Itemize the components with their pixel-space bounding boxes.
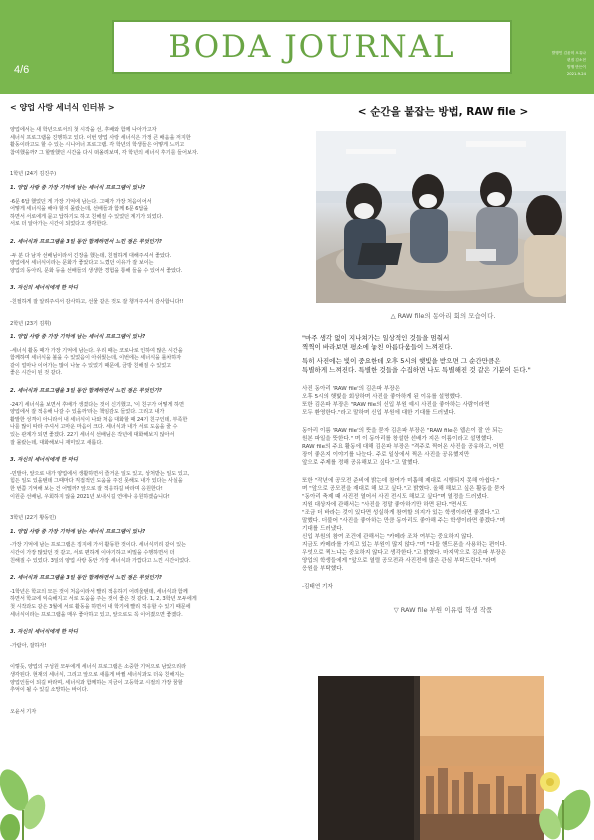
text-line: 특별하게 느껴진다. 특별한 것들을 수집하면 나도 특별해진 것 같은 기분이 든다."	[302, 366, 531, 374]
text-line: 이원준 선배님, 우회하지 않을 2021년 보내시길 연애나 응원하겠습니다!	[10, 493, 170, 500]
question: 1. 양업 사랑 중 가장 기억에 남는 세너식 프로그램이 있나?	[10, 184, 146, 191]
masthead-box	[112, 20, 512, 74]
text-line: 우엇으로 찍느냐는 중요하지 않다고 생각한다."고 밝혔다. 마지막으로 김은파 부장은	[302, 550, 507, 556]
sunset-city-photo	[318, 676, 544, 840]
text-line: 양업의 학생들에게 "앞으로 열렬 공모전과 사진전에 많은 관심 부탁드린다."라며	[302, 558, 497, 564]
grade1-header: 1학년 (24기 김진주)	[10, 171, 57, 178]
answer	[10, 348, 292, 378]
text-line: 생각된다. 현재의 세너식, 그리고 앞으로 새롭게 바뀔 세너식과도 더욱 친해지는	[10, 671, 185, 678]
interview-article	[10, 102, 292, 716]
leaf-decoration-left	[0, 750, 70, 840]
meta-line: 발행인 김윤미 오유나	[551, 51, 586, 55]
question: 2. 세너식과 프로그램을 3일 동안 함께하면서 느낀 점은 무엇인가?	[10, 575, 162, 582]
section-title: < 양업 사랑 세너식 인터뷰 >	[10, 103, 115, 112]
text-line: 장이 좋은지 이야기를 나눈다. 주로 일상에서 찍은 사진을 공유했지만	[302, 452, 470, 458]
raw-file-article	[302, 102, 584, 614]
text-line: 있는 관계가 되면 좋겠다. 22기 세너식 선배님은 작년에 대화해보지 않아서	[10, 432, 175, 439]
grade3-header: 3학년 (22기 황동민)	[10, 515, 57, 522]
text-line: 세너식이라는 프로그램을 매우 좋아하고 있고, 앞으로도 꼭 이어졌으면 좋겠다.	[10, 611, 183, 618]
text-line: -친절하게 잘 알려주셔서 감사하고, 선물 같은 것도 잘 챙겨주셔서 감사합니다!!	[10, 298, 184, 305]
text-line: 오후 5시의 햇빛을 회상하며 사진을 좋아하게 된 이유를 설명했다.	[302, 394, 463, 400]
question: 1. 양업 사랑 중 가장 기억에 남는 세너식 프로그램이 있나?	[10, 334, 146, 341]
text-line: 기대를 드러냈다.	[302, 526, 344, 532]
text-line: -세너식 활동 때가 가장 기억에 남는다. 우리 때는 코로나로 인하여 많은 시간을	[10, 347, 183, 354]
body-paragraph	[302, 427, 584, 467]
text-line: 잘 몰랐는데, 대화해보니 재미있고 새롭다.	[10, 439, 103, 446]
answer	[10, 402, 292, 448]
text-line: 신입 부원의 참여 조건에 관해서는 "카메라 조차 여부는 중요하지 않다.	[302, 534, 474, 540]
text-line: 추억이 될 수 있길 소망하는 바이다.	[10, 687, 89, 694]
text-line: 양업에서 잘 적응해 나갈 수 있을까'라는 책임감도 들었다. 그리고 내가	[10, 409, 165, 416]
answer	[10, 253, 292, 276]
article-title: < 순간을 붙잡는 방법, RAW file >	[357, 106, 529, 118]
intro-paragraph	[10, 127, 292, 157]
answer	[10, 199, 292, 229]
text-line: "조금 더 바라는 것이 있다면 성실하게 참여할 의지가 있는 학생이라면 좋겠다."고	[302, 510, 500, 516]
meta-line: 발행 만든이	[567, 65, 586, 69]
meta-line: 편집 김소현	[567, 58, 586, 62]
answer	[10, 589, 292, 619]
text-line: 하면서 학교에 익숙해지고 서로 도움을 주는 것이 좋은 것 같다. 1, 2, 3학년 모두에게	[10, 596, 197, 603]
club-meeting-photo	[316, 131, 566, 303]
text-line: 모두 환영한다."라고 말하며 신입 부원에 대한 기대를 드러냈다.	[302, 410, 456, 416]
text-line: 특히 사진에는 빛이 중요한데 오후 5시의 햇빛을 받으면 그 순간만큼은	[302, 357, 501, 365]
text-line: 또한 김은파 부장은 "RAW file의 신입 부원 예시 사진을 좋아하는 사람이라면	[302, 402, 490, 408]
text-line: -민발아, 앞으로 내가 양업에서 생활하면서 즐거운 일도 있고, 상처받는 일도 있고,	[10, 470, 190, 477]
photo-caption: ▽ RAW file 부원 이유림 학생 작품	[393, 606, 493, 614]
publication-meta	[522, 50, 586, 78]
text-line: 친해질 수 있었다. 3일의 양업 사랑 동안 가장 세너식과 가깝다고 느낀 시간이었다.	[10, 557, 191, 564]
answer	[10, 542, 292, 565]
text-line: 시간이 가장 많았던 것 같고, 서로 편하게 이야기하고 비밀을 수행하면서 더	[10, 549, 175, 556]
byline: 오윤서 기자	[10, 708, 37, 715]
text-line: "동아리 축제 때 사진전 열어서 사진 전시도 해보고 싶다"며 열정을 드러냈다.	[302, 494, 489, 500]
body-paragraph	[302, 385, 584, 417]
meta-line: 2021-9-24	[566, 72, 586, 76]
byline: -김태연 기자	[302, 584, 333, 590]
text-line: 양업의 동아리, 문화 등을 선배들의 생생한 경험을 통해 들을 수 있어서 좋았다.	[10, 267, 183, 274]
text-line: 함께하며 세너식을 볼을 수 있었음이 아쉬웠는데, 이번에는 세너식을 롤차하자	[10, 355, 182, 362]
grade2-header: 2학년 (23기 김휘)	[10, 320, 52, 327]
question: 3. 자신의 세너식에게 한 마디	[10, 285, 78, 292]
text-line: -두 분 다 남자 선배님이라서 긴장을 했는데, 친절하게 대해주셔서 좋았다.	[10, 252, 172, 259]
text-line: 한 번쯤 기억해 보는 건 어떨까? 앞으로 잘 적응하길 바라며 응원한다!	[10, 486, 163, 492]
question: 3. 자신의 세너식에게 한 마디	[10, 457, 78, 464]
text-line: 말했다. 더불어 "사진을 좋아하는 만큼 동아리도 좋아해 주는 학생이라면 좋겠다."며	[302, 518, 506, 524]
question: 2. 세너식과 프로그램을 3일 동안 함께하면서 느낀 점은 무엇인가?	[10, 388, 162, 395]
text-line: 참여했을까? 그 할말했던 시간을 다시 떠올려보며, 각 학년의 세너식 후기를 들어보자.	[10, 149, 199, 156]
text-line: 동아리 이름 'RAW file'의 뜻을 묻자 김은파 부장은 "RAW file은 웹손이 잘 안 되는	[302, 428, 503, 434]
text-line: 서로 더 알아가는 시간이 되었다고 생각한다.	[10, 221, 108, 228]
question: 1. 양업 사랑 중 가장 기억에 남는 세너식 프로그램이 있나?	[10, 528, 146, 535]
text-line: RAW file의 주요 활동에 대해 김은파 부장은 "격주로 찍어온 사진을 공유하고, 어떤	[302, 444, 504, 450]
text-line: 활발한 성격이 아니라서 내 세너식이 나와 처음 대화할 때 24기 친구인데, 부족한	[10, 416, 188, 423]
text-line: 어떻게 세너식을 해야 할지 몰랐는데, 선배들과 함께 6문 6답을	[10, 206, 149, 213]
text-line: 양업인들이 되길 바라며, 세너식과 함께하는 지금이 고등학교 시절의 가장 꿈할	[10, 679, 183, 686]
masthead-title: BODA JOURNAL	[168, 29, 456, 65]
text-line: 양업에서 세너식이라는 문화가 좋았다고 느꼈던 이유가 잘 보이는	[10, 260, 154, 267]
text-line: 힘든 일도 있을텐데 그때마다 직접적인 도움을 주진 못해도 내가 있다는 사실을	[10, 478, 183, 485]
text-line: 나를 많이 따라 주셔서 고마운 마음이 크다. 세너식과 내가 서로 도움을 줄 수	[10, 424, 178, 431]
text-line: 지원 대상자에 관해서는 "사진을 정말 좋아하기만 하면 된다."면서도	[302, 502, 468, 508]
text-line: 첫 시작과도 같은 3월에 서로 활동을 하면서 내 학기에 빨리 적응할 수 있기 때문에	[10, 603, 191, 610]
closing-paragraph	[10, 664, 292, 694]
text-line: 앞으로 주제를 정해 공유해보고 싶다."고 말했다.	[302, 460, 420, 466]
text-line: 활동이라고도 할 수 있는 시니어너 프로그램. 각 학년의 학생들은 어떻게 느끼고	[10, 142, 185, 149]
text-line: 원본 파일을 뜻한다." 며 이 동아리를 창설한 선배가 지은 이름이라고 설명했다.	[302, 436, 494, 442]
leaf-decoration-right	[530, 760, 594, 840]
text-line: 양업에서는 새 학년으로서의 첫 시작을 선, 후배와 함께 나아가고자	[10, 127, 157, 133]
text-line: 며 "앞으로 공모전을 재대로 해 보고 싶다."고 밝혔다. 올해 해보고 싶은 활동을 묻자	[302, 486, 505, 492]
text-line: -6문 6답 했었던 게 가장 기억에 남는다. 그때가 가장 처음이어서	[10, 198, 152, 205]
text-line: -1학년은 학교의 모든 것이 처음이라서 빨리 적응하기 어려울텐데, 세너식과 함께	[10, 588, 188, 595]
answer	[10, 471, 292, 501]
text-line: 지금도 카메라를 가지고 있는 부원이 많지 않다."며 "다들 핸드폰을 사용하는 편이다.	[302, 542, 507, 548]
text-line: 세너식 프로그램을 진행하고 있다. 이번 양업 사랑 세너식은 가정 큰 배움을 저지한	[10, 134, 191, 141]
text-line: -가람아, 잘하자!	[10, 642, 47, 649]
photo-caption: △ RAW file의 동아리 회의 모습이다.	[390, 312, 496, 320]
text-line: 또한 "작년에 공모전 준비에 밝는데 참여가 미흡해 제대로 시행되지 못해 아쉽다."	[302, 478, 500, 484]
page-number: 4/6	[14, 64, 30, 76]
answer	[10, 643, 292, 651]
body-paragraph	[302, 477, 584, 573]
text-line: 이렇듯, 양업의 구성원 모두에게 세너식 프로그램은 소중한 기억으로 남았으리라	[10, 664, 187, 671]
text-line: 좋은 시간이 된 것 같다.	[10, 370, 62, 377]
text-line: 응원을 부탁했다.	[302, 566, 344, 572]
text-line: -가장 기억에 남는 프로그램은 징지에 가서 활동한 것이다. 세너식끼리 같이 있는	[10, 542, 186, 549]
header-banner	[0, 0, 594, 94]
text-line: 사진 동아리 'RAW file'의 김은파 부장은	[302, 386, 401, 392]
text-line: -24기 세너식을 보면서 후배가 생겼다는 것이 신기했고, '이 친구가 어떻게 하면	[10, 401, 184, 408]
text-line: 같이 얼마나 이어가는 많이 나눌 수 있었기 때문에, 금방 친해질 수 있었고	[10, 362, 172, 369]
text-line: 찍찍이 바라보면 평소에 놓친 아름다움들이 느껴진다.	[302, 343, 453, 351]
answer	[10, 299, 292, 307]
question: 2. 세너식과 프로그램을 3일 동안 함께하면서 느낀 점은 무엇인가?	[10, 238, 162, 245]
text-line: 하면서 서로에게 묻고 답하기도 하고 친해질 수 있었던 계기가 되었다.	[10, 213, 164, 220]
question: 3. 자신의 세너식에게 한 마디	[10, 629, 78, 636]
text-line: "마주 생각 없이 지나쳐가는 일상적인 것들을 멈춰서	[302, 334, 450, 342]
pull-quote	[302, 334, 584, 375]
